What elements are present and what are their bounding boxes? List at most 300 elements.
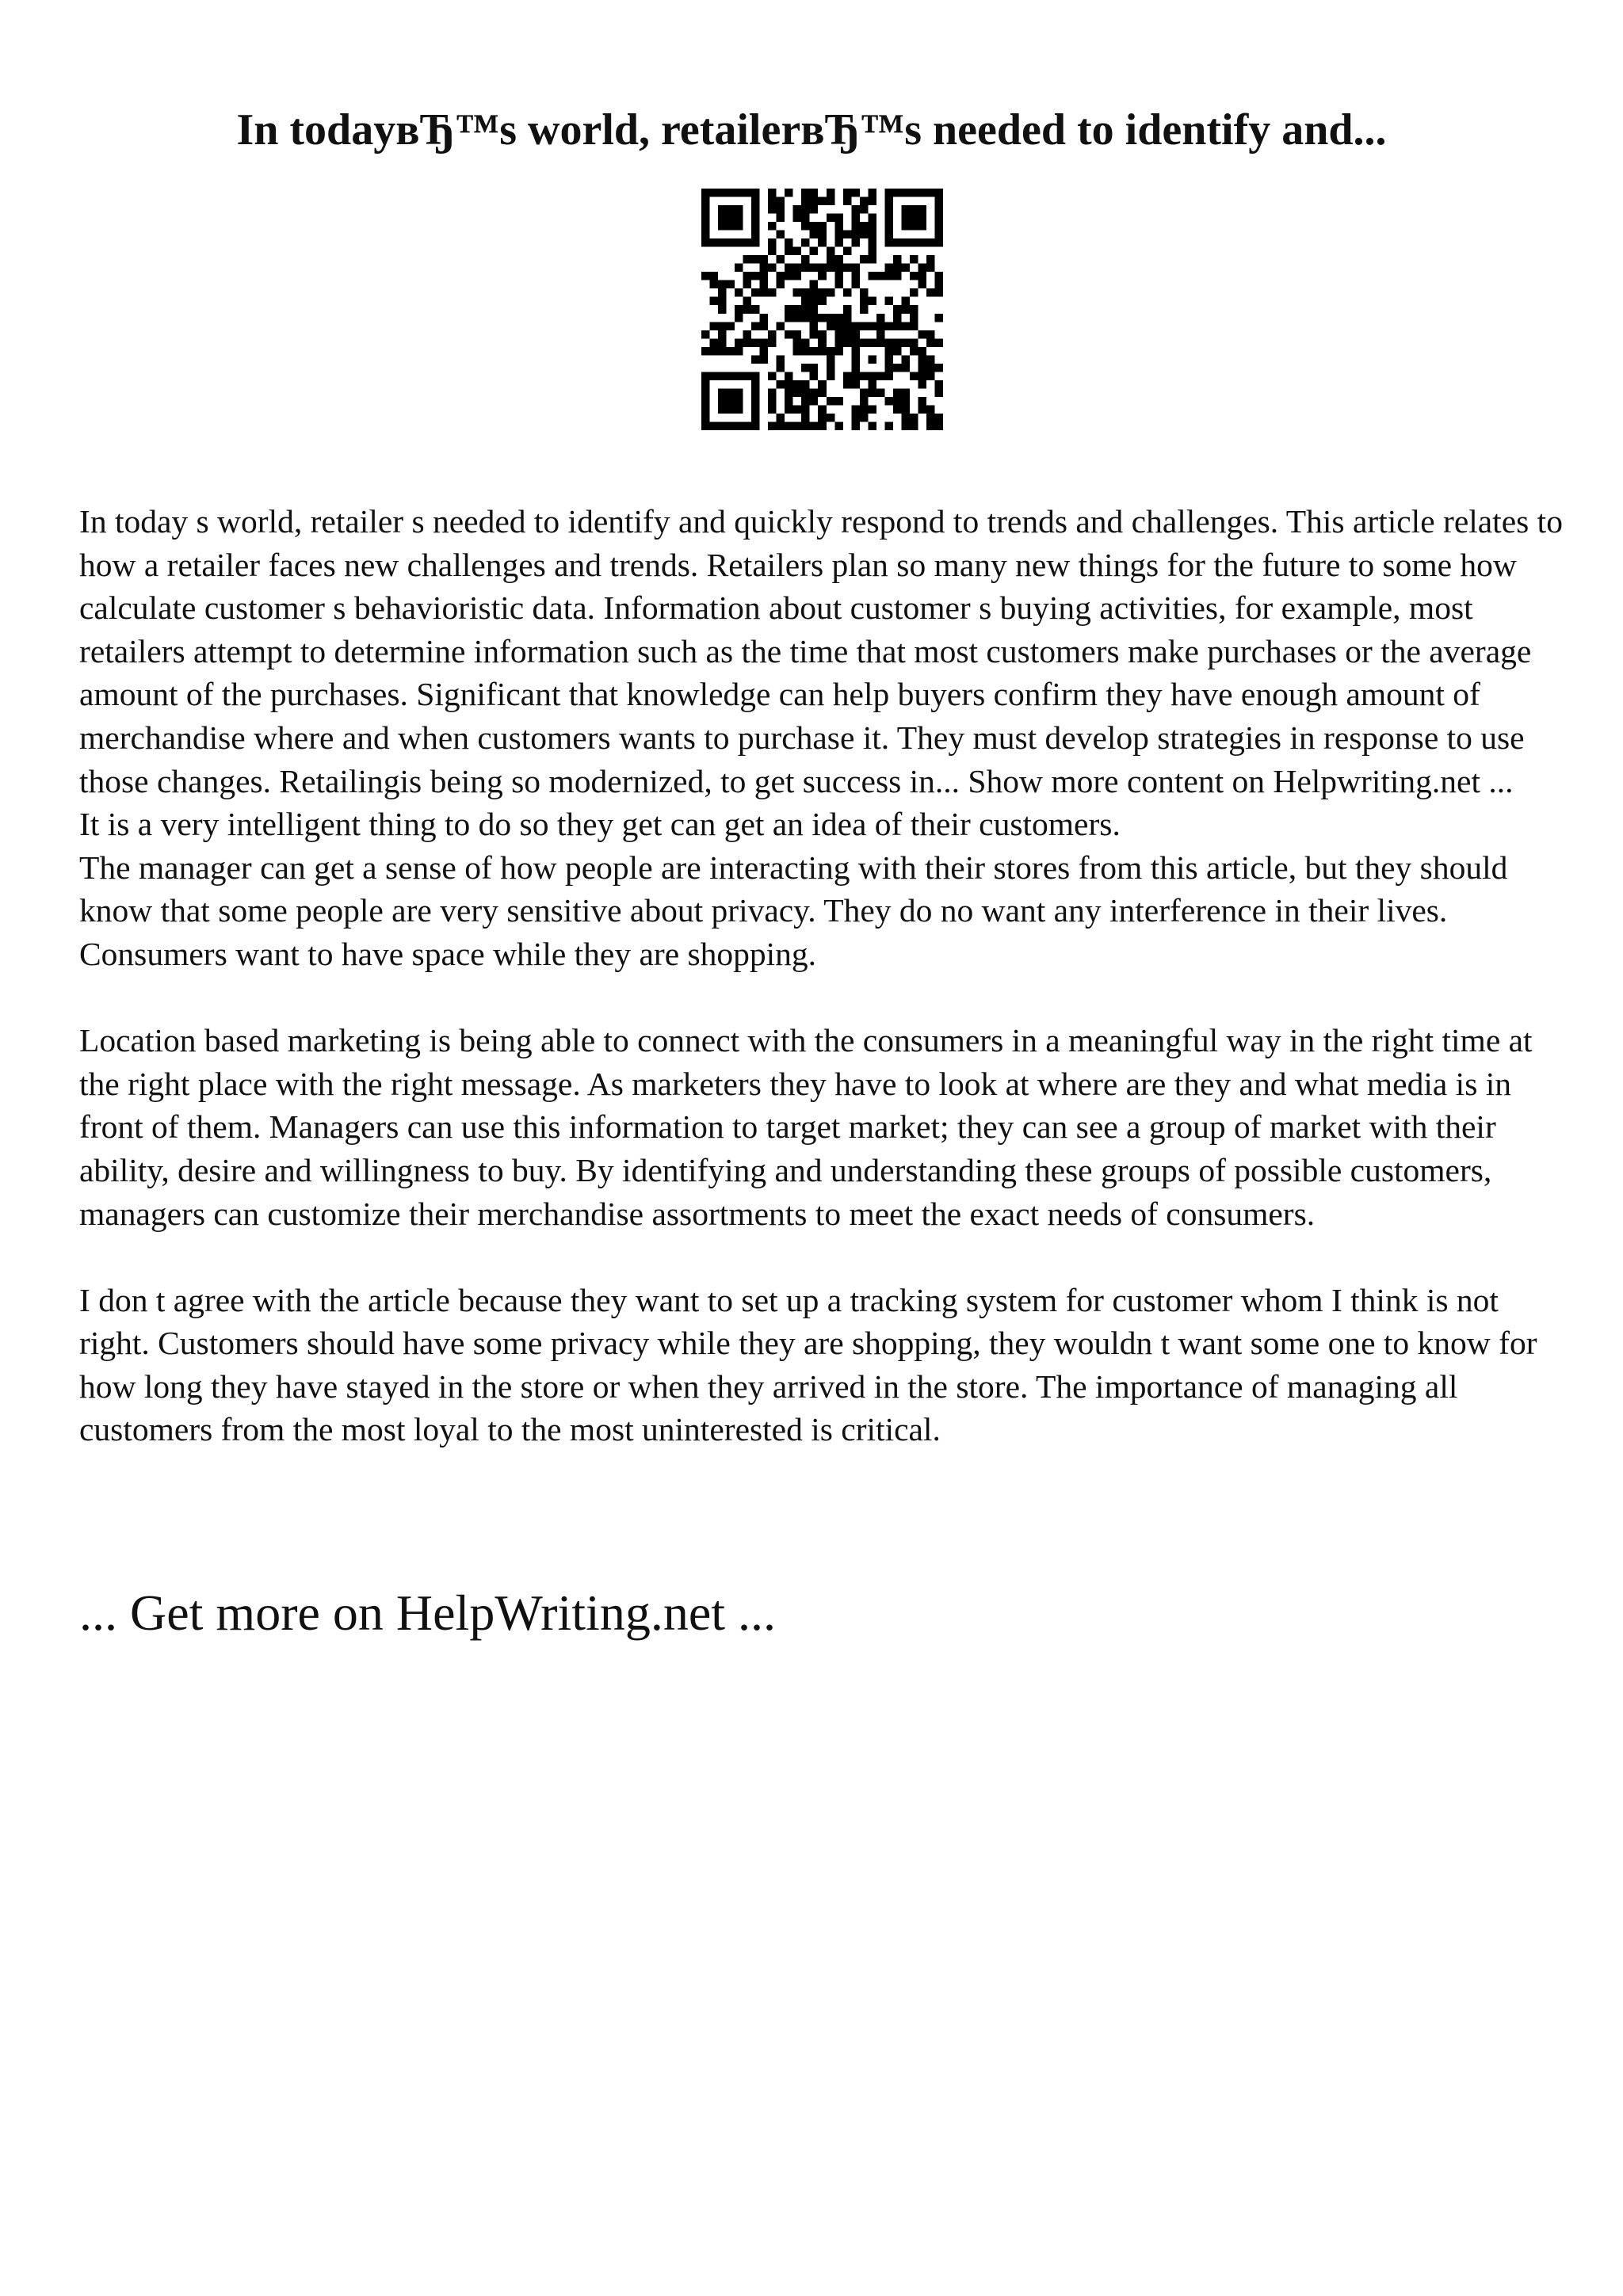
qr-module [843, 372, 852, 380]
qr-module [701, 397, 710, 406]
qr-module [801, 205, 810, 214]
qr-module [851, 364, 860, 372]
qr-module [760, 280, 769, 289]
qr-module [801, 305, 810, 314]
qr-module [910, 238, 918, 247]
qr-module [785, 380, 793, 389]
qr-module [901, 338, 910, 347]
qr-module [910, 338, 918, 347]
qr-module [934, 197, 943, 206]
qr-module [901, 264, 910, 273]
qr-module [834, 330, 843, 339]
qr-module [860, 305, 869, 314]
qr-module [785, 397, 793, 406]
qr-module [701, 421, 710, 430]
qr-module [910, 189, 918, 197]
qr-module [827, 214, 835, 223]
qr-module [801, 264, 810, 273]
qr-module [718, 397, 727, 406]
qr-module [834, 214, 843, 223]
qr-module [827, 414, 835, 422]
qr-module [793, 305, 802, 314]
qr-module [735, 397, 743, 406]
qr-module [918, 205, 926, 214]
qr-module [718, 222, 727, 231]
qr-module [793, 388, 802, 397]
qr-module [810, 397, 819, 406]
qr-module [851, 421, 860, 430]
paragraph-intelligent-thing: It is a very intelligent thing to do so they get can get an idea of their customers. [79, 806, 1121, 843]
qr-module [743, 338, 752, 347]
qr-module [743, 189, 752, 197]
qr-module [893, 347, 902, 356]
qr-module [834, 421, 843, 430]
qr-module [751, 238, 760, 247]
qr-module [743, 280, 752, 289]
qr-module [727, 397, 735, 406]
qr-module [901, 322, 910, 330]
qr-module [751, 372, 760, 380]
qr-module [768, 338, 777, 347]
qr-module [834, 231, 843, 239]
qr-module [810, 197, 819, 206]
qr-module [934, 205, 943, 214]
qr-module [934, 222, 943, 231]
qr-module [701, 238, 710, 247]
qr-module [810, 189, 819, 197]
qr-module [801, 297, 810, 306]
qr-module [785, 305, 793, 314]
qr-module [801, 214, 810, 223]
qr-module [860, 255, 869, 264]
qr-module [751, 380, 760, 389]
qr-module [727, 189, 735, 197]
qr-module [701, 372, 710, 380]
qr-module [701, 231, 710, 239]
qr-module [710, 280, 719, 289]
qr-module [843, 314, 852, 322]
qr-module [701, 214, 710, 223]
qr-module [901, 238, 910, 247]
qr-module [860, 297, 869, 306]
qr-module [834, 322, 843, 330]
qr-module [851, 322, 860, 330]
qr-module [827, 247, 835, 256]
qr-module [934, 364, 943, 372]
qr-module [926, 421, 935, 430]
qr-module [710, 297, 719, 306]
qr-module [727, 214, 735, 223]
qr-module [868, 214, 876, 223]
qr-module [718, 405, 727, 414]
qr-module [901, 405, 910, 414]
qr-module [751, 205, 760, 214]
qr-module [768, 288, 777, 297]
qr-module [785, 272, 793, 280]
qr-module [851, 355, 860, 364]
qr-module [743, 421, 752, 430]
qr-module [884, 238, 893, 247]
qr-module [777, 231, 785, 239]
qr-module [801, 414, 810, 422]
qr-module [893, 388, 902, 397]
qr-module [701, 205, 710, 214]
qr-module [884, 355, 893, 364]
qr-module [743, 305, 752, 314]
qr-module [860, 388, 869, 397]
qr-module [884, 189, 893, 197]
qr-module [851, 238, 860, 247]
qr-module [884, 338, 893, 347]
qr-code-graphic [701, 189, 943, 430]
qr-module [801, 405, 810, 414]
qr-module [818, 405, 827, 414]
paragraph-manager-privacy: The manager can get a sense of how people are interacting with their stores from this article, but they should know that some people are very sensitive about privacy. They do no want any interference in their lives. Consumers want to have space while they are shopping. [79, 849, 1508, 972]
qr-module [735, 264, 743, 273]
qr-module [918, 330, 926, 339]
qr-module [926, 238, 935, 247]
qr-module [785, 330, 793, 339]
qr-module [876, 322, 885, 330]
qr-module [868, 231, 876, 239]
qr-module [860, 197, 869, 206]
qr-module [868, 322, 876, 330]
qr-module [893, 314, 902, 322]
qr-module [718, 238, 727, 247]
document-body [79, 500, 1569, 1451]
qr-module [727, 372, 735, 380]
qr-module [918, 264, 926, 273]
qr-module [818, 388, 827, 397]
qr-module [876, 272, 885, 280]
qr-module [751, 388, 760, 397]
qr-module [727, 405, 735, 414]
qr-module [918, 372, 926, 380]
qr-module [926, 264, 935, 273]
qr-module [918, 214, 926, 223]
qr-module [785, 247, 793, 256]
qr-module [760, 272, 769, 280]
qr-module [918, 280, 926, 289]
qr-module [843, 305, 852, 314]
qr-module [926, 338, 935, 347]
qr-module [901, 421, 910, 430]
qr-module [793, 347, 802, 356]
qr-module [860, 322, 869, 330]
qr-module [801, 314, 810, 322]
qr-module [777, 322, 785, 330]
qr-module [793, 247, 802, 256]
qr-module [851, 205, 860, 214]
qr-module [901, 214, 910, 223]
qr-module [910, 222, 918, 231]
qr-module [827, 264, 835, 273]
qr-module [827, 288, 835, 297]
qr-module [701, 189, 710, 197]
qr-code[interactable] [701, 189, 943, 430]
qr-module [777, 364, 785, 372]
qr-module [801, 189, 810, 197]
qr-module [768, 388, 777, 397]
qr-module [834, 280, 843, 289]
qr-module [751, 288, 760, 297]
qr-module [785, 372, 793, 380]
qr-module [827, 314, 835, 322]
qr-module [827, 355, 835, 364]
qr-module [926, 255, 935, 264]
qr-module [851, 372, 860, 380]
qr-module [768, 197, 777, 206]
qr-module [760, 347, 769, 356]
qr-module [910, 214, 918, 223]
qr-module [926, 372, 935, 380]
qr-module [710, 272, 719, 280]
qr-module [751, 255, 760, 264]
qr-module [810, 347, 819, 356]
qr-module [718, 388, 727, 397]
qr-module [810, 264, 819, 273]
qr-module [934, 388, 943, 397]
qr-module [876, 330, 885, 339]
qr-module [893, 264, 902, 273]
qr-module [884, 214, 893, 223]
qr-module [834, 347, 843, 356]
qr-module [893, 397, 902, 406]
qr-module [843, 189, 852, 197]
qr-module [851, 264, 860, 273]
qr-module [827, 189, 835, 197]
qr-module [843, 231, 852, 239]
qr-module [910, 272, 918, 280]
qr-module [851, 380, 860, 389]
qr-module [777, 255, 785, 264]
qr-module [827, 397, 835, 406]
qr-module [810, 297, 819, 306]
qr-module [710, 189, 719, 197]
qr-module [868, 372, 876, 380]
qr-module [868, 405, 876, 414]
qr-module [785, 189, 793, 197]
qr-module [876, 388, 885, 397]
qr-module [768, 397, 777, 406]
qr-module [785, 405, 793, 414]
paragraph-intro: In today s world, retailer s needed to identify and quickly respond to trends and challenges. This article relates to how a retailer faces new challenges and trends. Retailers plan so many new things for the future to some how calculate customer s behavioristic data. Information about customer s buying activities, for example, most retailers attempt to determine information such as the time that most customers make purchases or the average amount of the purchases. Significant that knowledge can help buyers confirm they have enough amount of merchandise where and when customers wants to purchase it. They must develop strategies in response to use those changes. Retailingis being so modernized, to get success in... Show more content on Helpwriting.net ... [79, 503, 1563, 799]
qr-module [793, 264, 802, 273]
qr-module [818, 414, 827, 422]
qr-module [926, 330, 935, 339]
qr-module [743, 372, 752, 380]
qr-module [751, 272, 760, 280]
qr-module [710, 238, 719, 247]
qr-module [860, 414, 869, 422]
qr-module [735, 288, 743, 297]
qr-module [868, 388, 876, 397]
qr-module [810, 372, 819, 380]
qr-module [793, 330, 802, 339]
qr-module [718, 372, 727, 380]
qr-module [910, 421, 918, 430]
qr-module [834, 264, 843, 273]
qr-module [785, 421, 793, 430]
qr-module [834, 222, 843, 231]
get-more-link[interactable]: ... Get more on HelpWriting.net ... [79, 1585, 776, 1641]
qr-module [868, 255, 876, 264]
qr-module [818, 197, 827, 206]
qr-module [901, 364, 910, 372]
qr-module [893, 364, 902, 372]
qr-module [735, 338, 743, 347]
qr-module [851, 338, 860, 347]
qr-module [777, 380, 785, 389]
qr-module [860, 372, 869, 380]
qr-module [777, 272, 785, 280]
qr-module [793, 272, 802, 280]
qr-module [851, 189, 860, 197]
qr-module [718, 280, 727, 289]
qr-module [843, 288, 852, 297]
qr-module [735, 238, 743, 247]
qr-module [710, 347, 719, 356]
qr-module [884, 222, 893, 231]
qr-module [926, 364, 935, 372]
qr-module [793, 288, 802, 297]
qr-module [893, 305, 902, 314]
qr-module [918, 405, 926, 414]
qr-module [710, 338, 719, 347]
qr-module [793, 205, 802, 214]
qr-module [868, 338, 876, 347]
qr-module [901, 189, 910, 197]
qr-module [793, 380, 802, 389]
qr-module [926, 405, 935, 414]
qr-module [934, 280, 943, 289]
qr-module [735, 222, 743, 231]
qr-module [834, 272, 843, 280]
paragraph-location-marketing: Location based marketing is being able to connect with the consumers in a meaningful way in the right time at the right place with the right message. As marketers they have to look at where are they and what media is in front of them. Managers can use this information to target market; they can see a group of market with their ability, desire and willingness to buy. By identifying and understanding these groups of possible customers, managers can customize their merchandise assortments to meet the exact needs of consumers. [79, 1022, 1533, 1232]
qr-module [876, 372, 885, 380]
qr-module [777, 280, 785, 289]
qr-module [718, 347, 727, 356]
qr-module [701, 272, 710, 280]
qr-module [843, 338, 852, 347]
qr-module [834, 238, 843, 247]
qr-module [893, 272, 902, 280]
qr-module [735, 347, 743, 356]
qr-module [768, 189, 777, 197]
qr-module [818, 238, 827, 247]
qr-module [926, 288, 935, 297]
qr-module [718, 421, 727, 430]
qr-module [818, 272, 827, 280]
qr-module [868, 297, 876, 306]
qr-module [718, 297, 727, 306]
qr-module [901, 222, 910, 231]
qr-module [868, 197, 876, 206]
qr-module [751, 305, 760, 314]
qr-module [751, 355, 760, 364]
qr-module [777, 214, 785, 223]
qr-module [785, 264, 793, 273]
qr-module [801, 255, 810, 264]
qr-module [827, 197, 835, 206]
qr-module [843, 330, 852, 339]
qr-module [743, 238, 752, 247]
qr-module [735, 305, 743, 314]
qr-module [768, 247, 777, 256]
qr-module [751, 197, 760, 206]
qr-module [768, 264, 777, 273]
paragraph-disagreement: I don t agree with the article because they want to set up a tracking system for customer whom I think is not right. Customers should have some privacy while they are shopping, they wouldn t want some one to know for how long they have stayed in the store or when they arrived in the store. The importance of managing all customers from the most loyal to the most uninterested is critical. [79, 1281, 1537, 1448]
qr-module [701, 197, 710, 206]
qr-module [743, 330, 752, 339]
qr-module [801, 222, 810, 231]
qr-module [868, 189, 876, 197]
qr-module [768, 372, 777, 380]
qr-module [827, 372, 835, 380]
qr-module [884, 264, 893, 273]
qr-module [801, 288, 810, 297]
qr-module [860, 405, 869, 414]
qr-module [860, 397, 869, 406]
qr-module [718, 214, 727, 223]
qr-module [751, 322, 760, 330]
qr-module [934, 272, 943, 280]
qr-module [868, 421, 876, 430]
qr-module [893, 405, 902, 414]
qr-module [777, 205, 785, 214]
qr-module [777, 197, 785, 206]
qr-module [768, 421, 777, 430]
qr-module [901, 297, 910, 306]
qr-module [934, 189, 943, 197]
qr-module [901, 414, 910, 422]
qr-module [876, 314, 885, 322]
qr-module [727, 421, 735, 430]
qr-module [768, 405, 777, 414]
qr-module [918, 272, 926, 280]
qr-module [884, 364, 893, 372]
qr-module [818, 297, 827, 306]
qr-module [851, 405, 860, 414]
qr-module [934, 338, 943, 347]
qr-module [827, 364, 835, 372]
qr-module [868, 380, 876, 389]
qr-module [768, 222, 777, 231]
qr-module [801, 197, 810, 206]
qr-module [834, 314, 843, 322]
qr-module [818, 264, 827, 273]
qr-module [901, 205, 910, 214]
qr-module [868, 247, 876, 256]
qr-module [760, 255, 769, 264]
qr-module [727, 347, 735, 356]
qr-module [810, 247, 819, 256]
qr-module [718, 330, 727, 339]
qr-module [843, 322, 852, 330]
qr-module [851, 347, 860, 356]
document-title: In todayвЂ™s world, retailerвЂ™s needed to identify and... [236, 105, 1387, 154]
qr-module [918, 189, 926, 197]
qr-module [810, 288, 819, 297]
qr-module [727, 238, 735, 247]
qr-module [918, 355, 926, 364]
qr-module [718, 189, 727, 197]
qr-module [801, 347, 810, 356]
qr-module [910, 288, 918, 297]
qr-module [926, 189, 935, 197]
qr-module [810, 330, 819, 339]
qr-module [810, 322, 819, 330]
